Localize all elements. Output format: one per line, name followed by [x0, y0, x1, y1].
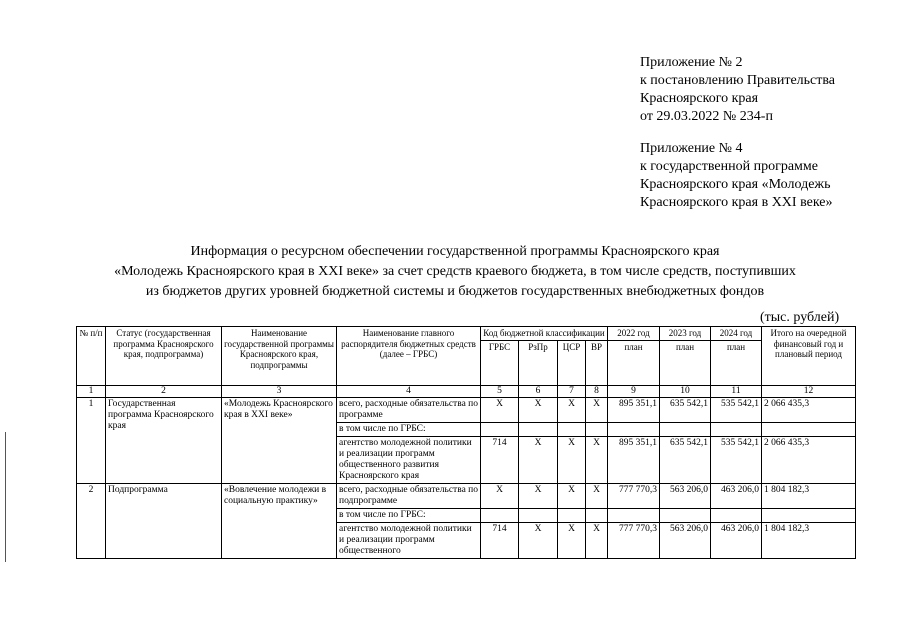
- row-desc: всего, расходные обязательства по программе: [337, 397, 481, 422]
- row-total: 1 804 182,3: [762, 522, 856, 558]
- annex-line: Приложение № 4: [640, 141, 743, 156]
- column-number: 8: [586, 385, 608, 397]
- row-desc: всего, расходные обязательства по подпрограмме: [337, 483, 481, 508]
- row-y2024: [711, 508, 762, 522]
- row-grbs: X: [481, 397, 519, 422]
- annex-block-program: [640, 140, 833, 212]
- row-vr: [586, 508, 608, 522]
- row-status: Государственная программа Красноярского края: [106, 397, 222, 483]
- annex-line: к постановлению Правительства: [640, 73, 836, 88]
- annex-line: Приложение № 2: [640, 55, 743, 70]
- row-desc: агентство молодежной политики и реализации программ общественного: [337, 522, 481, 558]
- row-csr: X: [558, 483, 586, 508]
- row-total: [762, 508, 856, 522]
- document-title: [60, 242, 850, 302]
- column-number: 10: [660, 385, 711, 397]
- column-number-row: [77, 385, 856, 397]
- header-year-2022: 2022 год: [608, 327, 660, 341]
- row-y2023: [660, 508, 711, 522]
- row-rzpr: X: [519, 483, 558, 508]
- row-grbs: 714: [481, 436, 519, 483]
- annex-line: от 29.03.2022 № 234-п: [640, 109, 773, 124]
- header-plan-2024: план: [711, 340, 762, 385]
- column-number: 1: [77, 385, 106, 397]
- column-number: 9: [608, 385, 660, 397]
- header-budget-code: Код бюджетной классификации: [481, 327, 608, 341]
- title-line: «Молодежь Красноярского края в XXI веке» за счет средств краевого бюджета, в том числе средств, поступивших: [114, 264, 796, 279]
- annex-line: Красноярского края «Молодежь: [640, 177, 831, 192]
- row-total: 2 066 435,3: [762, 397, 856, 422]
- row-y2022: 895 351,1: [608, 436, 660, 483]
- row-y2022: 777 770,3: [608, 483, 660, 508]
- row-name: «Молодежь Красноярского края в XXI веке»: [222, 397, 337, 483]
- row-y2024: 463 206,0: [711, 483, 762, 508]
- table-row: [77, 483, 856, 508]
- annex-line: Красноярского края: [640, 91, 759, 106]
- column-number: 4: [337, 385, 481, 397]
- header-status: Статус (государственная программа Красноярского края, подпрограмма): [106, 327, 222, 386]
- column-number: 6: [519, 385, 558, 397]
- row-csr: [558, 508, 586, 522]
- column-number: 11: [711, 385, 762, 397]
- header-grbs: ГРБС: [481, 340, 519, 385]
- row-rzpr: X: [519, 397, 558, 422]
- annex-line: Красноярского края в XXI веке»: [640, 195, 833, 210]
- header-total: Итого на очередной финансовый год и плановый период: [762, 327, 856, 386]
- table-row: [77, 397, 856, 422]
- column-number: 5: [481, 385, 519, 397]
- row-y2022: 895 351,1: [608, 397, 660, 422]
- row-y2024: 463 206,0: [711, 522, 762, 558]
- column-number: 12: [762, 385, 856, 397]
- annex-block-resolution: [640, 54, 835, 126]
- row-vr: X: [586, 436, 608, 483]
- title-line: из бюджетов других уровней бюджетной системы и бюджетов государственных внебюджетных фондов: [145, 284, 765, 299]
- title-line: Информация о ресурсном обеспечении государственной программы Красноярского края: [190, 244, 720, 259]
- header-year-2023: 2023 год: [660, 327, 711, 341]
- row-y2023: [660, 422, 711, 436]
- row-status: Подпрограмма: [106, 483, 222, 558]
- row-y2023: 563 206,0: [660, 483, 711, 508]
- header-name: Наименование государственной программы Красноярского края, подпрограммы: [222, 327, 337, 386]
- column-number: 7: [558, 385, 586, 397]
- header-num: № п/п: [77, 327, 106, 386]
- row-vr: X: [586, 483, 608, 508]
- header-rzpr: РзПр: [519, 340, 558, 385]
- header-grbs-name: Наименование главного распорядителя бюджетных средств (далее – ГРБС): [337, 327, 481, 386]
- row-num: 1: [77, 397, 106, 483]
- row-desc: в том числе по ГРБС:: [337, 422, 481, 436]
- row-csr: X: [558, 436, 586, 483]
- row-grbs: 714: [481, 522, 519, 558]
- column-number: 2: [106, 385, 222, 397]
- row-rzpr: [519, 422, 558, 436]
- table-header-row: [77, 327, 856, 341]
- row-total: [762, 422, 856, 436]
- header-vr: ВР: [586, 340, 608, 385]
- row-rzpr: X: [519, 436, 558, 483]
- row-y2022: 777 770,3: [608, 522, 660, 558]
- header-year-2024: 2024 год: [711, 327, 762, 341]
- resource-table: [76, 326, 856, 559]
- scan-edge-mark: [5, 432, 6, 562]
- row-csr: X: [558, 397, 586, 422]
- row-rzpr: X: [519, 522, 558, 558]
- row-grbs: [481, 422, 519, 436]
- row-vr: [586, 422, 608, 436]
- row-y2024: 535 542,1: [711, 436, 762, 483]
- units-label: (тыс. рублей): [760, 310, 840, 325]
- header-csr: ЦСР: [558, 340, 586, 385]
- row-desc: в том числе по ГРБС:: [337, 508, 481, 522]
- row-y2022: [608, 422, 660, 436]
- row-grbs: [481, 508, 519, 522]
- row-y2022: [608, 508, 660, 522]
- row-csr: [558, 422, 586, 436]
- header-plan-2022: план: [608, 340, 660, 385]
- annex-line: к государственной программе: [640, 159, 818, 174]
- row-total: 1 804 182,3: [762, 483, 856, 508]
- row-y2024: [711, 422, 762, 436]
- header-plan-2023: план: [660, 340, 711, 385]
- column-number: 3: [222, 385, 337, 397]
- row-grbs: X: [481, 483, 519, 508]
- row-rzpr: [519, 508, 558, 522]
- row-y2024: 535 542,1: [711, 397, 762, 422]
- row-vr: X: [586, 397, 608, 422]
- row-y2023: 635 542,1: [660, 397, 711, 422]
- row-desc: агентство молодежной политики и реализации программ общественного развития Красноярского края: [337, 436, 481, 483]
- row-name: «Вовлечение молодежи в социальную практику»: [222, 483, 337, 558]
- row-num: 2: [77, 483, 106, 558]
- row-vr: X: [586, 522, 608, 558]
- row-y2023: 563 206,0: [660, 522, 711, 558]
- row-y2023: 635 542,1: [660, 436, 711, 483]
- row-csr: X: [558, 522, 586, 558]
- row-total: 2 066 435,3: [762, 436, 856, 483]
